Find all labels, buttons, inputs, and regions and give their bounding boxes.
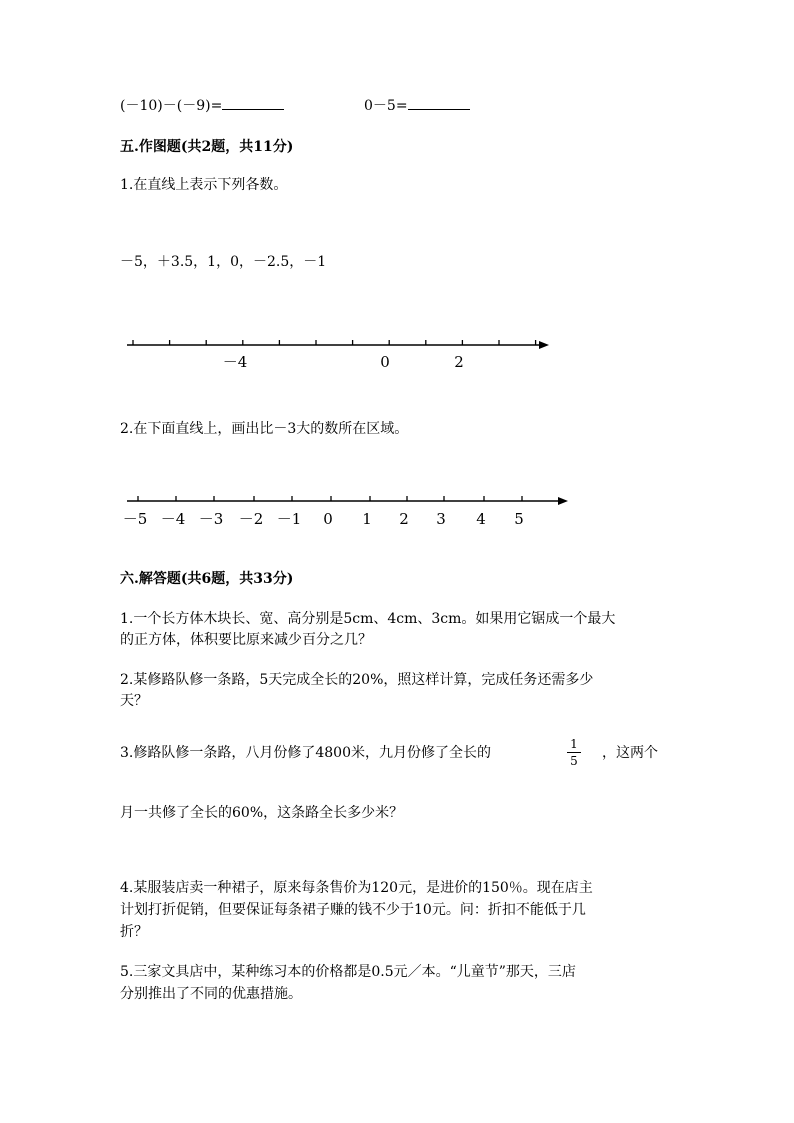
question-line: 的正方体，体积要比原来减少百分之几？	[120, 632, 372, 648]
axis-label: 2	[399, 510, 409, 528]
question-line: 5.三家文具店中，某种练习本的价格都是0.5元／本。“儿童节”那天，三店	[120, 964, 576, 980]
question-line: 1.一个长方体木块长、宽、高分别是5cm、4cm、3cm。如果用它锯成一个最大	[120, 611, 616, 627]
axis-label: 0	[323, 510, 333, 528]
axis-label: 3	[436, 510, 446, 528]
axis-label: －4	[222, 353, 248, 371]
question-line: 分别推出了不同的优惠措施。	[120, 986, 302, 1002]
exercise-right-expression: 0－5=	[364, 98, 408, 114]
question-line: 天？	[120, 693, 148, 709]
axis-label: 1	[362, 510, 372, 528]
axis-label: 0	[380, 353, 390, 371]
question-line: 计划打折促销，但要保证每条裙子赚的钱不少于10元。问：折扣不能低于几	[120, 902, 586, 918]
section-title: 六.解答题(共6题，共33分)	[120, 571, 294, 587]
axis-label: －3	[198, 510, 224, 528]
axis-label: －2	[238, 510, 264, 528]
axis-label: －5	[122, 510, 148, 528]
question-line: 折？	[120, 924, 148, 940]
question-text: 2.在下面直线上，画出比－3大的数所在区域。	[120, 421, 409, 437]
fraction-bar	[567, 752, 581, 753]
question-line: 月一共修了全长的60%，这条路全长多少米？	[120, 805, 404, 821]
arrow-head	[558, 497, 568, 505]
axis-label: 5	[514, 510, 524, 528]
fraction	[567, 738, 581, 767]
question-line: 4.某服装店卖一种裙子，原来每条售价为120元，是进价的150％。现在店主	[120, 880, 593, 896]
question-line: 2.某修路队修一条路，5天完成全长的20%，照这样计算，完成任务还需多少	[120, 672, 594, 688]
axis-label: 2	[454, 353, 464, 371]
axis-label: 4	[476, 510, 486, 528]
exercise-left-expression: (－10)－(－9)=	[120, 98, 223, 114]
axis-label: －1	[276, 510, 302, 528]
number-list: －5，＋3.5，1，0，－2.5，－1	[120, 254, 327, 270]
axis-label: －4	[160, 510, 186, 528]
fraction-numerator: 1	[570, 737, 578, 751]
fraction-denominator: 5	[570, 754, 578, 768]
question-line: 3.修路队修一条路，八月份修了4800米，九月份修了全长的	[120, 745, 491, 761]
question-text: 1.在直线上表示下列各数。	[120, 177, 288, 193]
question-line: ，这两个	[602, 745, 658, 761]
section-title: 五.作图题(共2题，共11分)	[120, 139, 294, 155]
